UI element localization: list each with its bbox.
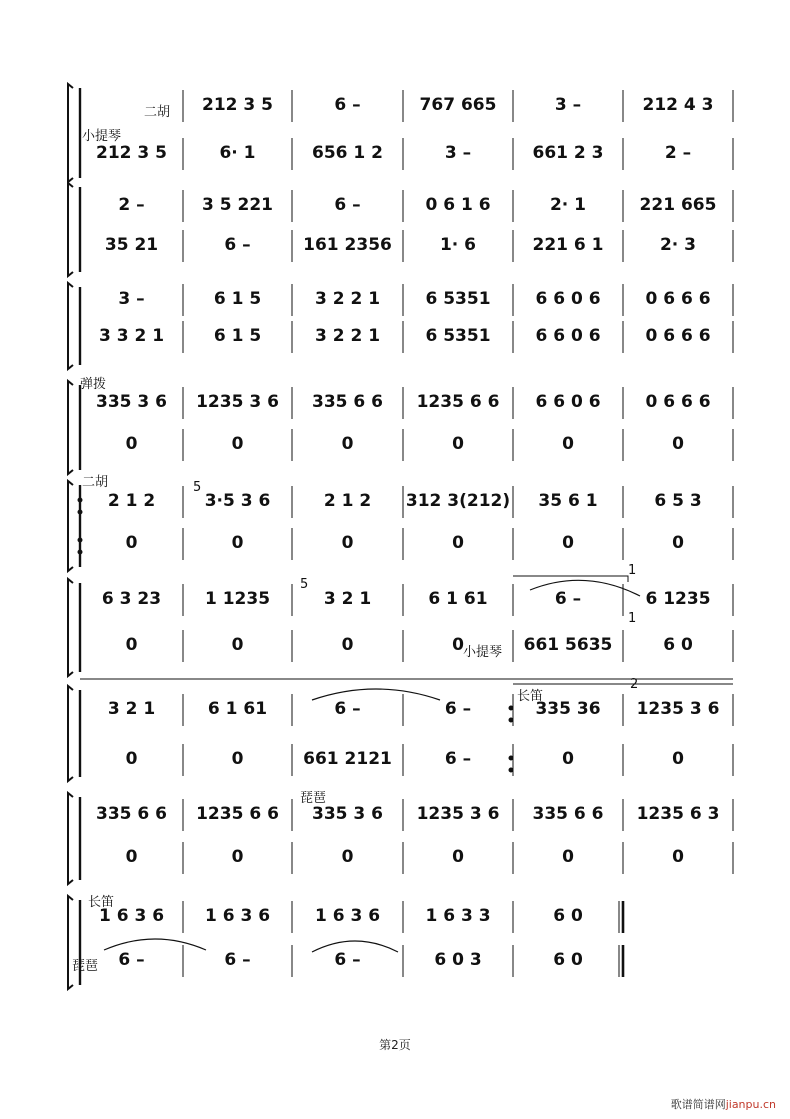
lower-measure: 0 xyxy=(341,635,354,655)
lower-measure: 0 xyxy=(125,434,138,454)
lower-measure: 6 6 0 6 xyxy=(535,326,601,346)
repeat-dot xyxy=(509,718,513,722)
upper-measure: 0 6 6 6 xyxy=(645,289,711,309)
upper-measure: 1 1235 xyxy=(204,589,271,609)
upper-measure: 2· 1 xyxy=(549,195,587,215)
repeat-dot xyxy=(509,706,513,710)
system-bracket xyxy=(68,481,73,571)
upper-measure: 2 1 2 xyxy=(323,491,372,511)
lower-measure: 0 xyxy=(562,749,574,769)
lower-measure: 0 xyxy=(125,847,138,867)
lower-measure: 6· 1 xyxy=(219,143,256,163)
lower-measure: 0 xyxy=(231,749,244,769)
lower-measure: 2 – xyxy=(664,143,692,163)
upper-measure: 3 2 2 1 xyxy=(314,289,381,309)
system-bracket xyxy=(68,84,73,182)
lower-measure: 6 0 xyxy=(663,635,693,655)
upper-measure: 6 6 0 6 xyxy=(535,289,601,309)
repeat-dot xyxy=(78,538,82,542)
lower-measure: 0 xyxy=(125,749,138,769)
upper-measure: 767 665 xyxy=(419,95,497,115)
upper-measure: 3 2 1 xyxy=(107,699,156,719)
repeat-dot xyxy=(78,550,82,554)
watermark-cn: 歌谱简谱网 xyxy=(670,1098,726,1111)
lower-measure: 2· 3 xyxy=(659,235,697,255)
lower-measure: 1· 6 xyxy=(439,235,477,255)
upper-measure: 335 6 6 xyxy=(312,392,383,412)
lower-measure: 221 6 1 xyxy=(532,235,604,255)
lower-measure: 3 2 2 1 xyxy=(314,326,381,346)
lower-measure: 0 xyxy=(672,533,684,553)
upper-measure: 1235 3 6 xyxy=(416,804,500,824)
upper-measure: 3 2 1 xyxy=(323,589,372,609)
lower-measure: 0 xyxy=(231,434,244,454)
repeat-dot xyxy=(509,768,513,772)
repeat-dot xyxy=(509,756,513,760)
lower-measure: 0 xyxy=(672,847,684,867)
score-frame xyxy=(68,84,733,989)
lower-measure: 0 xyxy=(231,635,244,655)
pluck-label: 弹拨 xyxy=(80,377,107,392)
upper-measure: 1235 3 6 xyxy=(196,392,279,412)
upper-measure: 6 1 61 xyxy=(428,589,488,609)
upper-measure: 6 – xyxy=(334,699,361,719)
lower-measure: 3 – xyxy=(444,143,472,163)
upper-measure: 335 3 6 xyxy=(96,392,167,412)
lower-measure: 0 xyxy=(562,533,574,553)
system-bracket xyxy=(68,896,73,989)
lower-measure: 0 xyxy=(672,749,684,769)
lower-measure: 6 1 5 xyxy=(213,326,262,346)
upper-measure: 6 6 0 6 xyxy=(535,392,601,412)
lower-measure: 661 5635 xyxy=(523,635,613,655)
volta-1-label: 1 xyxy=(628,563,637,578)
upper-measure: 2 1 2 xyxy=(107,491,156,511)
lower-measure: 6 – xyxy=(334,950,361,970)
upper-measure: 6 1 61 xyxy=(207,699,268,719)
upper-measure: 1 6 3 6 xyxy=(204,906,271,926)
system-bracket xyxy=(68,793,73,884)
grace-note-5b: 5 xyxy=(300,577,309,592)
system-bracket xyxy=(68,183,73,276)
upper-measure: 335 6 6 xyxy=(532,804,604,824)
upper-measure: 1235 3 6 xyxy=(636,699,720,719)
lower-measure: 6 – xyxy=(444,749,472,769)
upper-measure: 335 36 xyxy=(535,699,601,719)
upper-measure: 6 3 23 xyxy=(101,589,162,609)
dizi-label: 长笛 xyxy=(517,689,544,704)
tie-slur xyxy=(312,689,440,700)
lower-measure: 0 6 6 6 xyxy=(645,326,711,346)
lower-measure: 6 0 3 xyxy=(434,950,482,970)
lower-measure: 0 xyxy=(125,533,138,553)
lower-measure: 661 2 3 xyxy=(532,143,604,163)
pipa-label-2: 琵琶 xyxy=(72,959,99,974)
grace-note-5: 5 xyxy=(193,480,202,495)
lower-measure: 161 2356 xyxy=(303,235,392,255)
system-bracket xyxy=(68,381,73,474)
upper-measure: 6 0 xyxy=(553,906,583,926)
upper-measure: 221 665 xyxy=(639,195,717,215)
upper-measure: 1235 6 6 xyxy=(416,392,500,412)
lower-measure: 6 – xyxy=(224,950,251,970)
upper-measure: 3 – xyxy=(118,289,145,309)
upper-measure: 335 3 6 xyxy=(312,804,383,824)
lower-measure: 6 0 xyxy=(553,950,583,970)
upper-measure: 1235 6 6 xyxy=(196,804,279,824)
lower-measure: 656 1 2 xyxy=(312,143,383,163)
upper-measure: 6 1235 xyxy=(645,589,711,609)
page-number: 第2页 xyxy=(379,1038,411,1052)
volta-1-label-b: 1 xyxy=(628,611,637,626)
upper-measure: 0 6 6 6 xyxy=(645,392,711,412)
lower-measure: 0 xyxy=(562,847,574,867)
upper-measure: 3 5 221 xyxy=(202,195,273,215)
lower-measure: 0 xyxy=(562,434,574,454)
volta-2-label: 2 xyxy=(630,677,639,692)
lower-measure: 0 xyxy=(341,533,354,553)
dizi-label-2: 长笛 xyxy=(88,895,115,910)
lower-measure: 6 – xyxy=(224,235,251,255)
tie-slur xyxy=(104,939,206,950)
upper-measure: 6 1 5 xyxy=(213,289,262,309)
lower-measure: 0 xyxy=(341,434,354,454)
score-marks xyxy=(96,95,719,970)
lower-measure: 6 – xyxy=(118,950,145,970)
lower-measure: 35 21 xyxy=(104,235,159,255)
upper-measure: 212 3 5 xyxy=(202,95,273,115)
lower-measure: 0 xyxy=(672,434,684,454)
upper-measure: 6 – xyxy=(334,95,361,115)
upper-measure: 1 6 3 3 xyxy=(425,906,491,926)
upper-measure: 1235 6 3 xyxy=(636,804,720,824)
erhu-label-2: 二胡 xyxy=(82,475,109,490)
upper-measure: 6 5 3 xyxy=(654,491,702,511)
system-bracket xyxy=(68,686,73,781)
system-bracket xyxy=(68,283,73,369)
upper-measure: 6 – xyxy=(334,195,361,215)
repeat-dot xyxy=(78,498,82,502)
lower-measure: 0 xyxy=(452,847,464,867)
upper-measure: 6 – xyxy=(554,589,582,609)
upper-measure: 212 4 3 xyxy=(642,95,714,115)
pipa-label: 琵琶 xyxy=(300,791,327,806)
lower-measure: 212 3 5 xyxy=(96,143,167,163)
upper-measure: 0 6 1 6 xyxy=(425,195,491,215)
upper-measure: 312 3(212) xyxy=(405,491,511,511)
lower-measure: 661 2121 xyxy=(303,749,392,769)
violin-label-2: 小提琴 xyxy=(463,645,503,660)
upper-measure: 35 6 1 xyxy=(538,491,598,511)
lower-measure: 0 xyxy=(452,533,464,553)
lower-measure: 0 xyxy=(452,434,464,454)
watermark xyxy=(671,1096,776,1112)
upper-measure: 3 – xyxy=(554,95,582,115)
upper-measure: 6 – xyxy=(444,699,472,719)
repeat-dot xyxy=(78,510,82,514)
upper-measure: 6 5351 xyxy=(425,289,491,309)
upper-measure: 2 – xyxy=(118,195,145,215)
system-bracket xyxy=(68,579,73,676)
lower-measure: 0 xyxy=(231,847,244,867)
upper-measure: 3·5 3 6 xyxy=(204,491,271,511)
lower-measure: 0 xyxy=(341,847,354,867)
upper-measure: 1 6 3 6 xyxy=(98,906,165,926)
lower-measure: 6 5351 xyxy=(425,326,491,346)
lower-measure: 3 3 2 1 xyxy=(98,326,165,346)
lower-measure: 0 xyxy=(231,533,244,553)
lower-measure: 0 xyxy=(125,635,138,655)
erhu-label: 二胡 xyxy=(144,105,171,120)
upper-measure: 335 6 6 xyxy=(96,804,167,824)
violin-label: 小提琴 xyxy=(82,129,122,144)
lower-measure: 0 xyxy=(452,635,464,655)
watermark-site: jianpu.cn xyxy=(725,1098,776,1111)
upper-measure: 1 6 3 6 xyxy=(314,906,381,926)
